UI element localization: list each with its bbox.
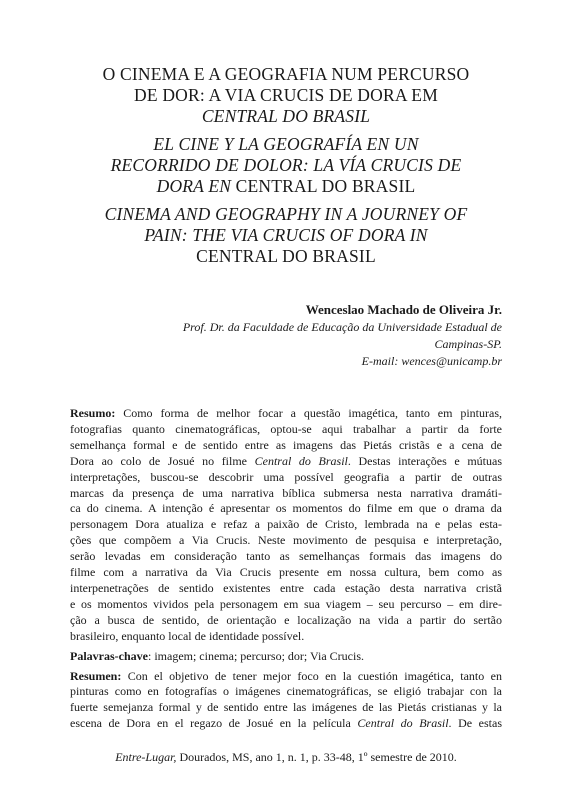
text-line: brasileiro, enquanto local de identidade possível.	[70, 628, 305, 643]
title-english	[0, 204, 572, 267]
title-film-name: CENTRAL DO BRASIL	[235, 176, 416, 196]
text-line: ção a busca de sentido, de orientação e localização na vida a partir do sertão	[70, 612, 502, 627]
title-line: DE DOR: A VIA CRUCIS DE DORA EM	[134, 85, 438, 105]
text-line	[70, 716, 502, 732]
text-run: . De estas	[448, 716, 502, 731]
title-portuguese	[0, 64, 572, 127]
title-line: CENTRAL DO BRASIL	[196, 246, 376, 266]
title-fragment: DORA EN	[156, 176, 232, 196]
citation-text: Dourados, MS, ano 1, n. 1, p. 33-48, 1º semestre de 2010.	[176, 750, 457, 764]
text-line: interpenetrações de sentido existentes entre cada estação desta narrativa cristã	[70, 580, 502, 595]
title-line: O CINEMA E A GEOGRAFIA NUM PERCURSO	[102, 64, 470, 84]
title-line: EL CINE Y LA GEOGRAFÍA EN UN	[153, 134, 419, 154]
keywords-text: : imagem; cinema; percurso; dor; Via Crucis.	[147, 648, 364, 663]
film-title: Central do Brasil	[357, 716, 449, 731]
text-line: serão levadas em consideração tanto as semelhanças formais das imagens do	[70, 549, 502, 564]
journal-name: Entre-Lugar,	[115, 750, 177, 764]
text-line: interpretações, buscou-se descobrir uma possível geografia a partir de outras	[70, 469, 502, 484]
title-line: RECORRIDO DE DOLOR: LA VÍA CRUCIS DE	[110, 155, 462, 175]
text-line: fotografias quanto cinematográficas, optou-se aqui trabalhar a partir da forte	[70, 421, 502, 436]
text-line: ca do cinema. A intenção é apresentar os momentos do filme em que o drama da	[70, 501, 502, 516]
author-name: Wenceslao Machado de Oliveira Jr.	[305, 302, 502, 317]
text-line: pinturas como en fotografías o imágenes cinematográficas, se eligió trabajar con la	[70, 684, 502, 699]
text-line: e os momentos vividos pela personagem em sua viagem – seu percurso – em dire-	[70, 596, 502, 611]
text-line	[70, 669, 502, 685]
text-run: . Destas interações e mútuas	[347, 453, 502, 468]
text-run: Con el objetivo de tener mejor foco en la cuestión imagética, tanto en	[121, 668, 502, 683]
title-line	[0, 176, 572, 197]
resumo-label: Resumo:	[70, 406, 116, 420]
resumo-paragraph	[70, 406, 502, 645]
author-affiliation-1: Prof. Dr. da Faculdade de Educação da Universidade Estadual de	[182, 320, 502, 334]
title-section	[0, 64, 572, 274]
text-run: escena de Dora en el regazo de Josué en la película	[70, 716, 358, 731]
text-line	[70, 406, 502, 422]
keywords-label: Palavras-chave	[70, 648, 148, 663]
text-line: fuerte semejanza formal y de sentido entre las imágenes de las Pietás cristianas y la	[70, 700, 502, 715]
text-line	[70, 454, 502, 470]
author-block	[42, 301, 502, 370]
text-line: filme com a narrativa da Via Crucis presente em nossa cultura, bem como as	[70, 565, 502, 580]
text-run: Como forma de melhor focar a questão imagética, tanto em pinturas,	[115, 406, 502, 420]
resumen-label: Resumen:	[70, 668, 122, 683]
film-title: Central do Brasil	[254, 453, 348, 468]
text-line: personagem Dora atualiza e refaz a paixão de Cristo, lembrada na e pelas esta-	[70, 517, 502, 532]
keywords-paragraph	[70, 649, 502, 665]
author-email: E-mail: wences@unicamp.br	[361, 354, 502, 368]
text-line: semelhança formal e de sentido entre as imagens das Pietás cristãs e a cena de	[70, 437, 502, 452]
title-line: CENTRAL DO BRASIL	[201, 106, 371, 126]
text-line	[70, 649, 502, 665]
title-line: CINEMA AND GEOGRAPHY IN A JOURNEY OF	[104, 204, 468, 224]
text-line: marcas da presença de uma narrativa bíblica submersa nesta narrativa dramáti-	[70, 485, 502, 500]
title-line: PAIN: THE VIA CRUCIS OF DORA IN	[144, 225, 428, 245]
title-spanish	[0, 134, 572, 197]
abstract-body	[70, 406, 502, 736]
text-run: Dora ao colo de Josué no filme	[70, 453, 255, 468]
author-affiliation-2: Campinas-SP.	[434, 337, 502, 351]
text-line: ções que compõem a Via Crucis. Neste movimento de pesquisa e interpretação,	[70, 533, 502, 548]
resumen-paragraph	[70, 669, 502, 733]
page-footer	[0, 749, 572, 765]
